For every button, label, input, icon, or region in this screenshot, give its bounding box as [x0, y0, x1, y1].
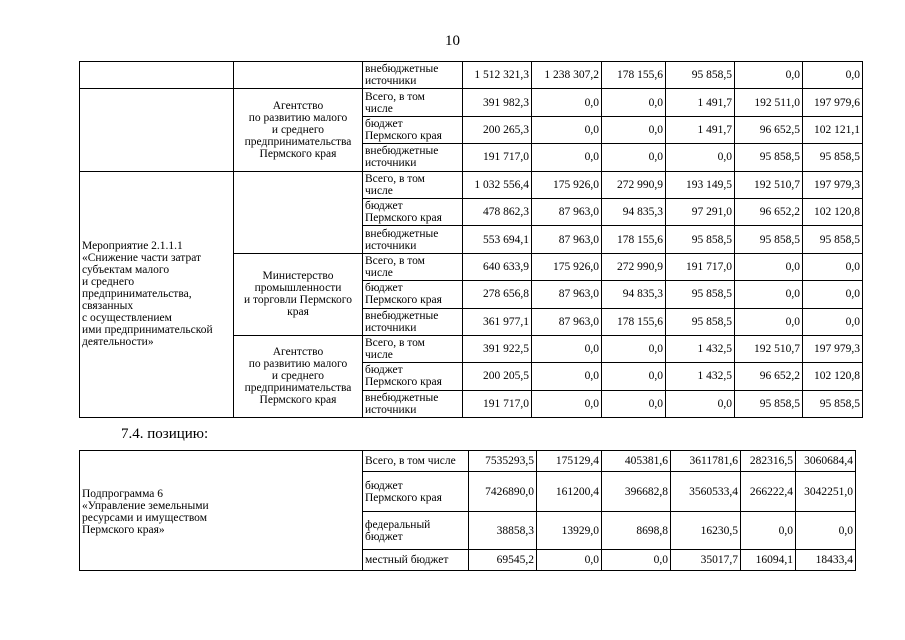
value-cell: 191 717,0 [666, 253, 735, 280]
value-cell: 0,0 [666, 144, 735, 171]
funding-source-label: Всего, в том числе [363, 253, 463, 280]
value-cell: 87 963,0 [532, 198, 602, 225]
value-cell: 94 835,3 [602, 281, 666, 308]
value-cell: 0,0 [602, 144, 666, 171]
value-cell: 391 982,3 [463, 89, 532, 116]
value-cell: 0,0 [735, 62, 803, 89]
value-cell: 0,0 [735, 281, 803, 308]
value-cell: 35017,7 [671, 550, 741, 571]
value-cell: 96 652,2 [735, 363, 803, 390]
value-cell: 95 858,5 [735, 390, 803, 417]
value-cell: 192 511,0 [735, 89, 803, 116]
value-cell: 1 032 556,4 [463, 171, 532, 198]
empty-cell [80, 62, 234, 89]
value-cell: 87 963,0 [532, 281, 602, 308]
value-cell: 96 652,5 [735, 116, 803, 143]
empty-cell [234, 171, 363, 253]
value-cell: 16230,5 [671, 512, 741, 550]
value-cell: 3560533,4 [671, 472, 741, 512]
value-cell: 0,0 [602, 116, 666, 143]
value-cell: 197 979,6 [803, 89, 863, 116]
value-cell: 0,0 [532, 116, 602, 143]
value-cell: 0,0 [796, 512, 856, 550]
value-cell: 282316,5 [741, 451, 796, 472]
value-cell: 1 491,7 [666, 89, 735, 116]
value-cell: 0,0 [803, 62, 863, 89]
table-row [80, 451, 856, 472]
table-row [80, 171, 863, 198]
empty-cell [80, 89, 234, 171]
value-cell: 178 155,6 [602, 226, 666, 253]
value-cell: 3042251,0 [796, 472, 856, 512]
value-cell: 3611781,6 [671, 451, 741, 472]
value-cell: 102 121,1 [803, 116, 863, 143]
funding-table-subprogram [79, 450, 856, 571]
value-cell: 95 858,5 [666, 62, 735, 89]
value-cell: 197 979,3 [803, 335, 863, 362]
value-cell: 95 858,5 [735, 226, 803, 253]
value-cell: 13929,0 [537, 512, 602, 550]
value-cell: 192 510,7 [735, 335, 803, 362]
value-cell: 0,0 [735, 253, 803, 280]
value-cell: 0,0 [532, 390, 602, 417]
value-cell: 272 990,9 [602, 171, 666, 198]
value-cell: 38858,3 [469, 512, 537, 550]
value-cell: 175 926,0 [532, 253, 602, 280]
table-row [80, 89, 863, 116]
value-cell: 0,0 [532, 89, 602, 116]
value-cell: 7426890,0 [469, 472, 537, 512]
page-number: 10 [445, 33, 460, 49]
value-cell: 0,0 [602, 363, 666, 390]
value-cell: 193 149,5 [666, 171, 735, 198]
subprogram-label: Подпрограмма 6 «Управление земельными ресурсами и имуществом Пермского края» [80, 451, 363, 571]
value-cell: 102 120,8 [803, 198, 863, 225]
value-cell: 8698,8 [602, 512, 671, 550]
value-cell: 102 120,8 [803, 363, 863, 390]
value-cell: 0,0 [602, 550, 671, 571]
value-cell: 191 717,0 [463, 144, 532, 171]
value-cell: 200 265,3 [463, 116, 532, 143]
value-cell: 87 963,0 [532, 308, 602, 335]
value-cell: 7535293,5 [469, 451, 537, 472]
value-cell: 272 990,9 [602, 253, 666, 280]
value-cell: 3060684,4 [796, 451, 856, 472]
value-cell: 197 979,3 [803, 171, 863, 198]
value-cell: 18433,4 [796, 550, 856, 571]
value-cell: 0,0 [532, 144, 602, 171]
value-cell: 191 717,0 [463, 390, 532, 417]
funding-source-label: Всего, в том числе [363, 89, 463, 116]
value-cell: 553 694,1 [463, 226, 532, 253]
value-cell: 87 963,0 [532, 226, 602, 253]
value-cell: 266222,4 [741, 472, 796, 512]
value-cell: 69545,2 [469, 550, 537, 571]
value-cell: 0,0 [803, 253, 863, 280]
funding-source-label: Всего, в том числе [363, 171, 463, 198]
value-cell: 96 652,2 [735, 198, 803, 225]
empty-cell [234, 62, 363, 89]
value-cell: 0,0 [666, 390, 735, 417]
value-cell: 161200,4 [537, 472, 602, 512]
value-cell: 175 926,0 [532, 171, 602, 198]
value-cell: 478 862,3 [463, 198, 532, 225]
funding-source-label: бюджет Пермского края [363, 363, 463, 390]
funding-source-label: внебюджетные источники [363, 62, 463, 89]
executor-label: Агентство по развитию малого и среднего предпринимательства Пермского края [234, 335, 363, 417]
value-cell: 0,0 [602, 335, 666, 362]
funding-source-label: бюджет Пермского края [363, 281, 463, 308]
value-cell: 192 510,7 [735, 171, 803, 198]
funding-source-label: Всего, в том числе [363, 335, 463, 362]
value-cell: 1 432,5 [666, 363, 735, 390]
value-cell: 175129,4 [537, 451, 602, 472]
value-cell: 0,0 [602, 89, 666, 116]
value-cell: 94 835,3 [602, 198, 666, 225]
funding-table-activity [79, 61, 863, 418]
value-cell: 0,0 [803, 281, 863, 308]
value-cell: 396682,8 [602, 472, 671, 512]
value-cell: 0,0 [602, 390, 666, 417]
funding-source-label: бюджет Пермского края [363, 116, 463, 143]
value-cell: 0,0 [735, 308, 803, 335]
value-cell: 0,0 [532, 363, 602, 390]
value-cell: 1 491,7 [666, 116, 735, 143]
funding-source-label: федеральный бюджет [363, 512, 469, 550]
funding-source-label: внебюджетные источники [363, 308, 463, 335]
value-cell: 405381,6 [602, 451, 671, 472]
value-cell: 0,0 [803, 308, 863, 335]
value-cell: 95 858,5 [666, 308, 735, 335]
value-cell: 640 633,9 [463, 253, 532, 280]
value-cell: 1 432,5 [666, 335, 735, 362]
funding-source-label: внебюджетные источники [363, 390, 463, 417]
value-cell: 178 155,6 [602, 62, 666, 89]
value-cell: 95 858,5 [803, 226, 863, 253]
funding-source-label: внебюджетные источники [363, 226, 463, 253]
value-cell: 0,0 [741, 512, 796, 550]
value-cell: 278 656,8 [463, 281, 532, 308]
value-cell: 95 858,5 [803, 390, 863, 417]
value-cell: 95 858,5 [803, 144, 863, 171]
funding-source-label: местный бюджет [363, 550, 469, 571]
funding-source-label: внебюджетные источники [363, 144, 463, 171]
value-cell: 0,0 [532, 335, 602, 362]
value-cell: 178 155,6 [602, 308, 666, 335]
value-cell: 97 291,0 [666, 198, 735, 225]
value-cell: 391 922,5 [463, 335, 532, 362]
value-cell: 200 205,5 [463, 363, 532, 390]
value-cell: 95 858,5 [735, 144, 803, 171]
executor-label: Агентство по развитию малого и среднего предпринимательства Пермского края [234, 89, 363, 171]
value-cell: 1 512 321,3 [463, 62, 532, 89]
table-row [80, 62, 863, 89]
funding-source-label: Всего, в том числе [363, 451, 469, 472]
value-cell: 361 977,1 [463, 308, 532, 335]
section-heading: 7.4. позицию: [121, 426, 209, 442]
value-cell: 0,0 [537, 550, 602, 571]
value-cell: 1 238 307,2 [532, 62, 602, 89]
activity-label: Мероприятие 2.1.1.1 «Снижение части затрат субъектам малого и среднего предпринимательства, связанных с осуществлением ими предпринимательской деятельности» [80, 171, 234, 418]
funding-source-label: бюджет Пермского края [363, 198, 463, 225]
value-cell: 95 858,5 [666, 281, 735, 308]
value-cell: 95 858,5 [666, 226, 735, 253]
funding-source-label: бюджет Пермского края [363, 472, 469, 512]
value-cell: 16094,1 [741, 550, 796, 571]
executor-label: Министерство промышленности и торговли Пермского края [234, 253, 363, 335]
